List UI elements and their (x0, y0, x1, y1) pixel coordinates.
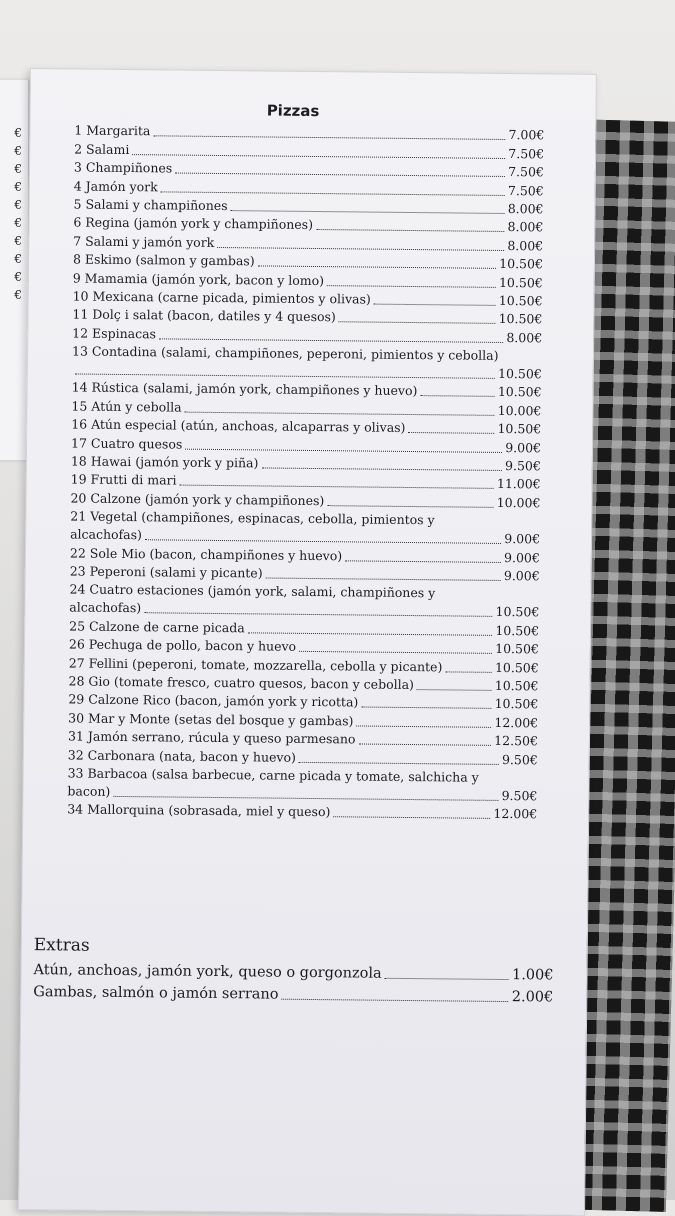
item-name: 29 Calzone Rico (bacon, jamón york y ricotta) (68, 691, 359, 710)
item-name: 31 Jamón serrano, rúcula y queso parmesano (67, 728, 356, 747)
item-price: 10.00€ (497, 402, 542, 419)
dot-leader (179, 485, 493, 489)
item-price: 10.50€ (497, 421, 542, 437)
item-price: 10.50€ (498, 311, 543, 327)
item-name: 25 Calzone de carne picada (69, 618, 245, 636)
dot-leader (261, 467, 502, 471)
dot-leader (327, 285, 496, 288)
dot-leader (248, 632, 493, 636)
item-name: 2 Salami (74, 141, 130, 157)
item-price: 10.50€ (494, 677, 539, 694)
item-name: 15 Atún y cebolla (71, 398, 182, 415)
item-name: Atún, anchoas, jamón york, queso o gorgonzola (33, 962, 382, 982)
item-name: 18 Hawai (jamón york y piña) (70, 453, 259, 471)
dot-leader (385, 978, 509, 980)
item-price: 8.00€ (507, 219, 544, 235)
pizza-list (67, 121, 544, 823)
item-price: 11.00€ (496, 476, 541, 492)
item-name: 5 Salami y champiñones (73, 196, 228, 214)
left-page-price-mark: € (14, 180, 22, 194)
item-price: 7.50€ (508, 145, 545, 162)
dot-leader (316, 229, 505, 232)
item-name: 20 Calzone (jamón york y champiñones) (70, 490, 325, 508)
dot-leader (153, 136, 505, 141)
item-price: 9.50€ (504, 458, 541, 474)
item-name: 10 Mexicana (carne picada, pimientos y olivas) (72, 288, 371, 307)
left-page-price-mark: € (14, 252, 22, 266)
item-price: 10.50€ (497, 365, 542, 382)
item-price: 8.00€ (507, 237, 544, 254)
item-name: 23 Peperoni (salami y picante) (69, 563, 263, 581)
dot-leader (408, 432, 494, 434)
item-name: 1 Margarita (74, 122, 151, 139)
dot-leader (333, 816, 490, 819)
item-name: Gambas, salmón o jamón serrano (33, 984, 279, 1003)
item-name: 11 Dolç i salat (bacon, datiles y 4 quesos) (72, 306, 336, 325)
item-price: 9.00€ (503, 567, 540, 584)
item-price: 9.50€ (501, 751, 538, 767)
item-name: 27 Fellini (peperoni, tomate, mozzarella, cebolla y picante) (68, 654, 443, 674)
dot-leader (231, 210, 505, 214)
item-price: 7.50€ (507, 182, 544, 198)
item-name: 7 Salami y jamón york (73, 233, 215, 250)
item-name: 14 Rústica (salami, jamón york, champiñones y huevo) (71, 379, 418, 399)
dot-leader (258, 266, 497, 269)
left-page-price-mark: € (14, 162, 22, 176)
item-price: 9.50€ (501, 787, 538, 804)
left-page-price-mark: € (14, 144, 22, 158)
dot-leader (339, 322, 496, 325)
item-price: 10.50€ (498, 274, 543, 290)
item-price: 1.00€ (511, 967, 554, 984)
item-name: 34 Mallorquina (sobrasada, miel y queso) (67, 801, 331, 820)
item-name: alcachofas) (70, 526, 143, 543)
item-name: 26 Pechuga de pollo, bacon y huevo (68, 636, 297, 654)
item-price: 9.00€ (505, 439, 542, 456)
left-page-price-mark: € (14, 270, 22, 284)
item-name: 28 Gio (tomate fresco, cuatro quesos, bacon y cebolla) (68, 673, 415, 692)
dot-leader (420, 396, 494, 398)
dot-leader (145, 539, 501, 544)
dot-leader (132, 154, 505, 159)
item-price: 7.00€ (508, 127, 545, 143)
extras-list (33, 957, 553, 1006)
item-price: 12.50€ (494, 733, 539, 749)
dot-leader (281, 999, 508, 1002)
menu-item (67, 800, 537, 823)
menu-page (18, 68, 597, 1216)
dot-leader (361, 707, 491, 709)
dot-leader (356, 725, 491, 727)
dot-leader (299, 651, 492, 654)
item-price: 10.50€ (495, 622, 540, 639)
item-price: 10.50€ (494, 659, 539, 675)
dot-leader (327, 505, 493, 508)
item-name: 12 Espinacas (72, 325, 157, 342)
item-name: 8 Eskimo (salmon y gambas) (72, 251, 255, 269)
item-name: 6 Regina (jamón york y champiñones) (73, 214, 314, 233)
dot-leader (175, 173, 505, 177)
item-price: 9.00€ (504, 549, 540, 565)
item-price: 10.50€ (495, 604, 540, 620)
dot-leader (159, 338, 503, 343)
item-price: 9.00€ (504, 531, 541, 547)
menu-item-line1: 21 Vegetal (champiñones, espinacas, cebolla, pimientos y (70, 508, 435, 528)
dot-leader (161, 191, 505, 196)
item-name: 16 Atún especial (atún, anchoas, alcaparras y olivas) (71, 416, 406, 436)
dot-leader (144, 613, 492, 618)
dot-leader (445, 671, 492, 672)
item-name: alcachofas) (69, 599, 142, 616)
menu-title: Pizzas (266, 101, 320, 121)
item-price: 12.00€ (494, 714, 539, 731)
dot-leader (345, 560, 501, 563)
menu-item-line1: 13 Contadina (salami, champiñones, peperoni, pimientos y cebolla) (71, 343, 499, 363)
item-name: 4 Jamón york (73, 178, 158, 194)
item-name: 17 Cuatro quesos (71, 435, 183, 452)
item-price: 10.50€ (499, 256, 544, 272)
item-price: 10.50€ (498, 292, 543, 309)
dot-leader (417, 689, 492, 691)
dot-leader (75, 374, 495, 379)
item-name: 22 Sole Mio (bacon, champiñones y huevo) (69, 545, 343, 563)
item-price: 10.50€ (494, 696, 539, 712)
left-page-price-mark: € (14, 288, 22, 302)
dot-leader (185, 448, 502, 452)
item-price: 10.50€ (495, 641, 540, 657)
dot-leader (358, 744, 491, 746)
left-page-price-mark: € (14, 126, 22, 140)
dot-leader (374, 304, 496, 306)
left-page-price-mark: € (14, 216, 22, 230)
menu-item-line1: 24 Cuatro estaciones (jamón york, salami, champiñones y (69, 581, 436, 601)
left-menu-page-edge (0, 80, 29, 460)
item-price: 8.00€ (506, 329, 543, 346)
item-price: 7.50€ (508, 164, 545, 180)
item-name: 32 Carbonara (nata, bacon y huevo) (67, 746, 296, 765)
dot-leader (185, 411, 495, 415)
dot-leader (266, 577, 501, 580)
item-name: 30 Mar y Monte (setas del bosque y gambas) (68, 710, 354, 729)
item-name: 19 Frutti di mari (70, 471, 177, 488)
item-price: 10.00€ (496, 494, 541, 511)
item-name: 3 Champiñones (73, 159, 173, 176)
item-name: bacon) (67, 783, 111, 799)
item-price: 12.00€ (493, 806, 538, 822)
dot-leader (299, 761, 499, 764)
menu-item-line1: 33 Barbacoa (salsa barbecue, carne picada y tomate, salchicha y (67, 764, 479, 785)
extra-item (33, 979, 553, 1006)
item-name: 9 Mamamia (jamón york, bacon y lomo) (72, 269, 325, 288)
left-page-price-mark: € (14, 234, 22, 248)
item-price: 8.00€ (507, 200, 544, 217)
left-page-price-mark: € (14, 198, 22, 212)
dot-leader (113, 796, 498, 801)
item-price: 10.50€ (497, 384, 542, 400)
item-price: 2.00€ (511, 989, 554, 1006)
extras-title: Extras (33, 935, 90, 956)
dot-leader (217, 247, 504, 251)
